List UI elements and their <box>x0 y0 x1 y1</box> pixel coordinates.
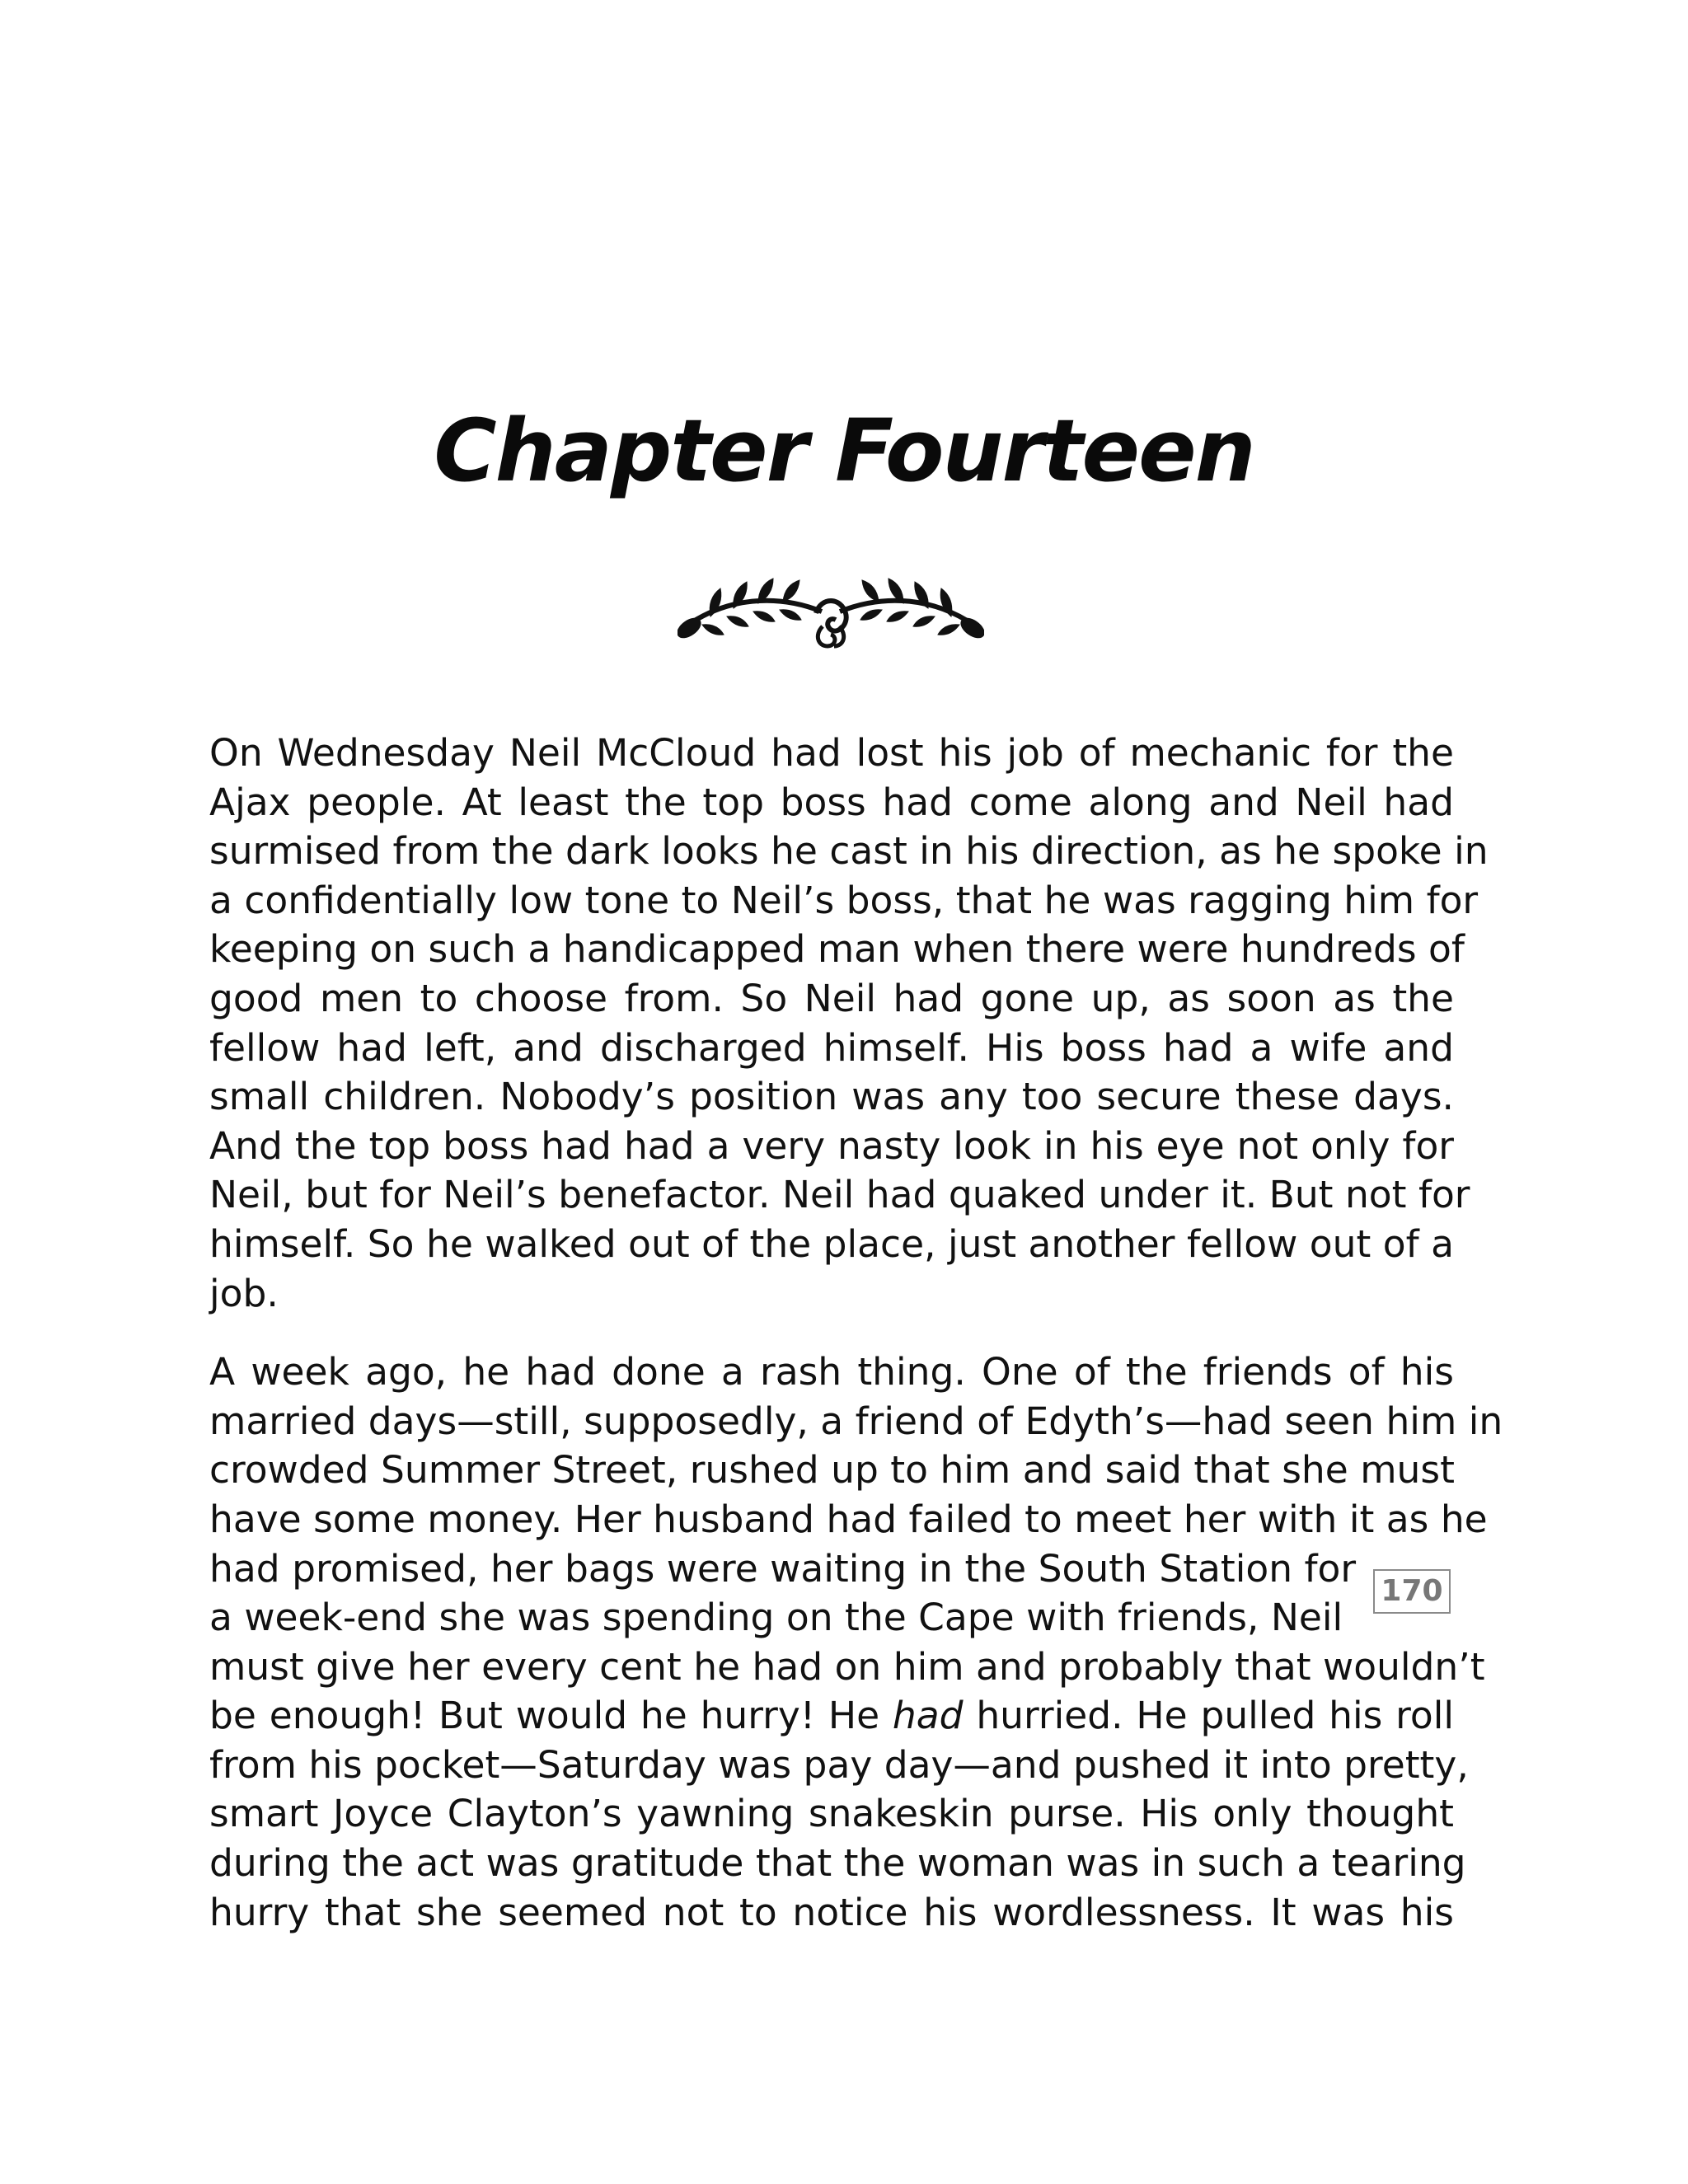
paragraph-2 <box>209 1347 1503 1937</box>
chapter-title: Chapter Fourteen <box>434 401 1254 501</box>
text-line: surmised from the dark looks he cast in his direction, as he spoke in <box>209 829 1489 874</box>
floral-divider-icon <box>678 577 984 651</box>
text-line: job. <box>209 1271 279 1315</box>
text-line: fellow had left, and discharged himself. His boss had a wife and <box>209 1025 1454 1070</box>
text-line: small children. Nobody’s position was any too secure these days. <box>209 1075 1454 1119</box>
paragraph-1 <box>209 729 1489 1318</box>
text-line: a week-end she was spending on the Cape with friends, Neil <box>209 1596 1343 1640</box>
text-line-with-emphasis <box>209 1691 1454 1741</box>
text-line: from his pocket—Saturday was pay day—and pushed it into pretty, <box>209 1742 1469 1787</box>
text-line: have some money. Her husband had failed to meet her with it as he <box>209 1497 1488 1541</box>
body-text <box>209 729 1503 1937</box>
text-line: a confidentially low tone to Neil’s boss, that he was ragging him for <box>209 878 1479 922</box>
text-line: good men to choose from. So Neil had gone up, as soon as the <box>209 976 1454 1020</box>
text-line: himself. So he walked out of the place, just another fellow out of a <box>209 1221 1454 1266</box>
text-line: had promised, her bags were waiting in the South Station for <box>209 1546 1357 1591</box>
text-line: On Wednesday Neil McCloud had lost his job of mechanic for the <box>209 731 1454 775</box>
page-number-badge: 170 <box>1373 1569 1451 1614</box>
text-line: crowded Summer Street, rushed up to him and said that she must <box>209 1448 1455 1493</box>
text-line: hurry that she seemed not to notice his wordlessness. It was his <box>209 1890 1454 1934</box>
text-line: during the act was gratitude that the woman was in such a tearing <box>209 1841 1466 1886</box>
text-line: Neil, but for Neil’s benefactor. Neil had quaked under it. But not for <box>209 1173 1470 1217</box>
text-line: And the top boss had had a very nasty look in his eye not only for <box>209 1123 1454 1168</box>
text-line: A week ago, he had done a rash thing. One of the friends of his <box>209 1350 1454 1394</box>
text-segment: be enough! But would he hurry! He <box>209 1694 893 1738</box>
text-line: smart Joyce Clayton’s yawning snakeskin purse. His only thought <box>209 1792 1454 1836</box>
emphasis-text: had <box>892 1694 964 1738</box>
text-line: Ajax people. At least the top boss had come along and Neil had <box>209 780 1454 824</box>
text-line: keeping on such a handicapped man when there were hundreds of <box>209 927 1465 972</box>
text-segment: hurried. He pulled his roll <box>963 1694 1454 1738</box>
text-line: must give her every cent he had on him and probably that wouldn’t <box>209 1644 1485 1689</box>
text-line: married days—still, supposedly, a friend of Edyth’s—had seen him in <box>209 1399 1503 1443</box>
